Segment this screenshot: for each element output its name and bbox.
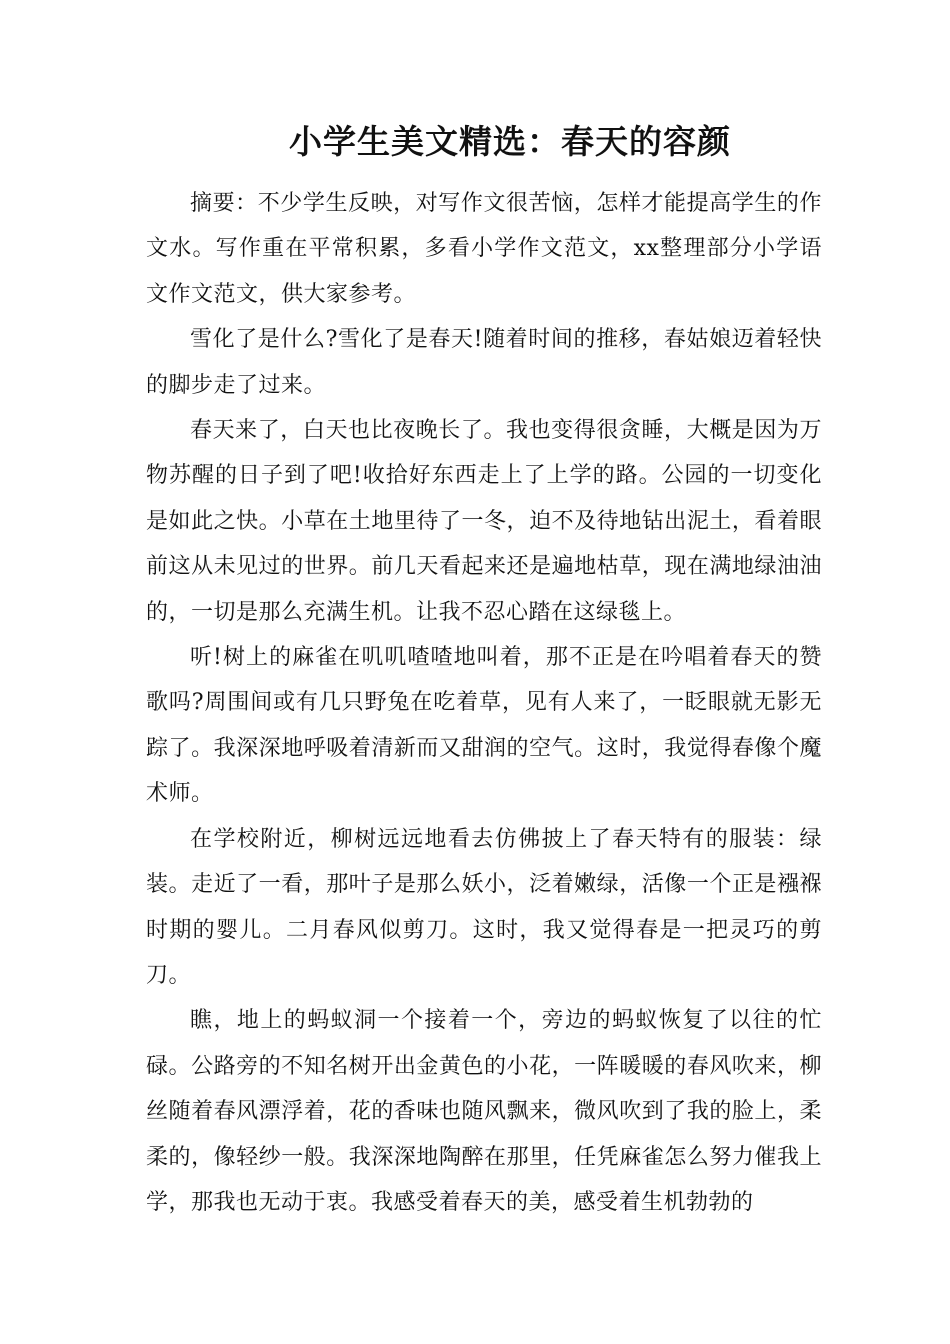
paragraph-sparrows: 听!树上的麻雀在叽叽喳喳地叫着，那不正是在吟唱着春天的赞歌吗?周围间或有几只野兔在吃着草，见有人来了，一眨眼就无影无踪了。我深深地呼吸着清新而又甜润的空气。这时，我觉得春像个魔术师。 [146, 645, 822, 807]
document-title: 小学生美文精选：春天的容颜 [289, 122, 731, 161]
paragraph-willows: 在学校附近，柳树远远地看去仿佛披上了春天特有的服装：绿装。走近了一看，那叶子是那么妖小，泛着嫩绿，活像一个正是襁褓时期的婴儿。二月春风似剪刀。这时，我又觉得春是一把灵巧的剪刀。 [146, 826, 822, 988]
paragraph-snow-melted: 雪化了是什么?雪化了是春天!随着时间的推移，春姑娘迈着轻快的脚步走了过来。 [146, 327, 822, 398]
document-body [146, 181, 822, 1225]
paragraph-spring-arrives: 春天来了，白天也比夜晚长了。我也变得很贪睡，大概是因为万物苏醒的日子到了吧!收拾好东西走上了上学的路。公园的一切变化是如此之快。小草在土地里待了一冬，迫不及待地钻出泥土，看着眼前这从未见过的世界。前几天看起来还是遍地枯草，现在满地绿油油的，一切是那么充满生机。让我不忍心踏在这绿毯上。 [146, 418, 822, 625]
paragraph-ants: 瞧，地上的蚂蚁洞一个接着一个，旁边的蚂蚁恢复了以往的忙碌。公路旁的不知名树开出金黄色的小花，一阵暖暖的春风吹来，柳丝随着春风漂浮着，花的香味也随风飘来，微风吹到了我的脸上，柔柔的，像轻纱一般。我深深地陶醉在那里，任凭麻雀怎么努力催我上学，那我也无动于衷。我感受着春天的美，感受着生机勃勃的 [146, 1008, 822, 1215]
paragraph-abstract: 摘要：不少学生反映，对写作文很苦恼，怎样才能提高学生的作文水。写作重在平常积累，多看小学作文范文，xx整理部分小学语文作文范文，供大家参考。 [146, 191, 822, 307]
